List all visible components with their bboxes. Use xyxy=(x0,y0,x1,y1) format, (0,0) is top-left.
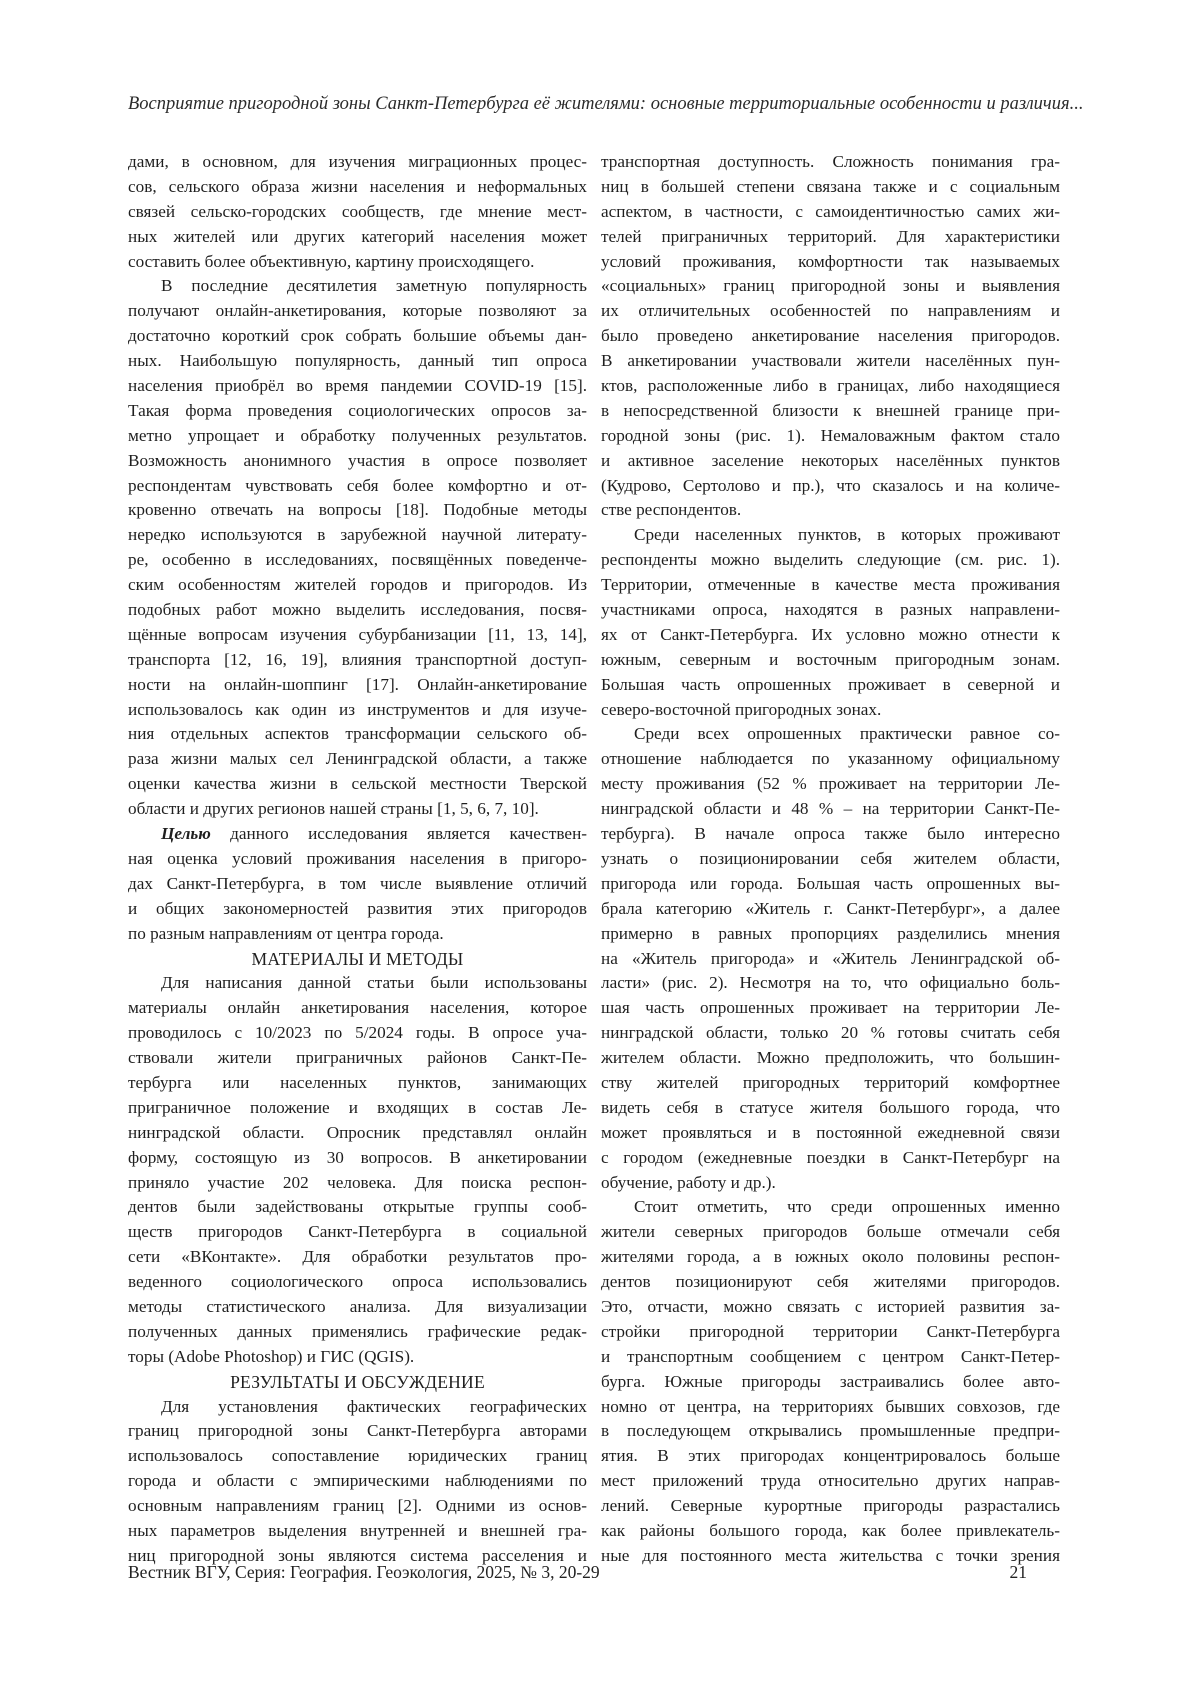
text-line: нинградской области, только 20 % готовы считать себя xyxy=(601,1023,1060,1043)
text-line: примерно в равных пропорциях разделились мнения xyxy=(601,923,1060,943)
text-line: «социальных» границ пригородной зоны и выявления xyxy=(601,276,1060,296)
text-line: методы статистического анализа. Для визуализации xyxy=(128,1296,587,1316)
text-line: пригорода или города. Большая часть опрошенных вы- xyxy=(601,873,1060,893)
text-line: приграничное положение и входящих в состав Ле- xyxy=(128,1097,587,1117)
page-footer xyxy=(128,1562,1060,1583)
text-line: населения приобрёл во время пандемии COVID-19 [15]. xyxy=(128,376,587,396)
text-line: тербурга). В начале опроса также было интересно xyxy=(601,824,1060,844)
text-line: использовалось как один из инструментов и для изуче- xyxy=(128,699,587,719)
paragraph xyxy=(601,1195,1060,1568)
text-line: аспектом, в частности, с самоидентичностью самих жи- xyxy=(601,201,1060,221)
text-line: в последующем открывались промышленные предпри- xyxy=(601,1421,1060,1441)
text-line: сети «ВКонтакте». Для обработки результатов про- xyxy=(128,1247,587,1267)
text-line: подобных работ можно выделить исследования, посвя- xyxy=(128,600,587,620)
text-line: приняло участие 202 человека. Для поиска респон- xyxy=(128,1172,587,1192)
text-line: по разным направлениям от центра города. xyxy=(128,923,444,943)
text-line: месту проживания (52 % проживает на территории Ле- xyxy=(601,774,1060,794)
text-line: проводилось с 10/2023 по 5/2024 годы. В опросе уча- xyxy=(128,1023,587,1043)
text-line: видеть себя в статусе жителя большого города, что xyxy=(601,1097,1060,1117)
text-line: нинградской области. Опросник представлял онлайн xyxy=(128,1122,587,1142)
text-line: шая часть опрошенных проживает на территории Ле- xyxy=(601,998,1060,1018)
text-line: Такая форма проведения социологических опросов за- xyxy=(128,400,587,420)
text-line: Территории, отмеченные в качестве места проживания xyxy=(601,575,1060,595)
text-line: Большая часть опрошенных проживает в северной и xyxy=(601,674,1060,694)
text-line: ре, особенно в исследованиях, посвящённых поведенче- xyxy=(128,550,587,570)
text-line: достаточно короткий срок собрать большие объемы дан- xyxy=(128,326,587,346)
text-line: дентов позиционируют себя жителями пригородов. xyxy=(601,1272,1060,1292)
text-line: было проведено анкетирование населения пригородов. xyxy=(601,326,1060,346)
text-line: ниц в большей степени связана также и с социальным xyxy=(601,176,1060,196)
text-line: метно упрощает и обработку полученных результатов. xyxy=(128,425,587,445)
text-line: условий проживания, комфортности так называемых xyxy=(601,251,1060,271)
text-line: жителем области. Можно предположить, что большин- xyxy=(601,1048,1060,1068)
text-line: тербурга или населенных пунктов, занимающих xyxy=(128,1072,587,1092)
text-line: ласти» (рис. 2). Несмотря на то, что официально боль- xyxy=(601,973,1060,993)
text-line: форму, состоящую из 30 вопросов. В анкетировании xyxy=(128,1147,587,1167)
text-line: Для написания данной статьи были использованы xyxy=(161,973,587,993)
paragraph xyxy=(128,274,587,822)
text-line: южным, северным и восточным пригородным зонам. xyxy=(601,649,1060,669)
text-line: полученных данных применялись графические редак- xyxy=(128,1321,587,1341)
text-line: Среди населенных пунктов, в которых проживают xyxy=(634,525,1060,545)
text-line: ния отдельных аспектов трансформации сельского об- xyxy=(128,724,587,744)
text-line: транспорта [12, 16, 19], влияния транспортной доступ- xyxy=(128,649,587,669)
text-line: Для установления фактических географических xyxy=(161,1396,587,1416)
text-line: ствовали жители приграничных районов Санкт-Пе- xyxy=(128,1048,587,1068)
text-line: жителями города, а в южных около половины респон- xyxy=(601,1247,1060,1267)
text-line: щённые вопросам изучения субурбанизации [11, 13, 14], xyxy=(128,624,587,644)
text-line: лений. Северные курортные пригороды разрастались xyxy=(601,1496,1060,1516)
text-line: как районы большого города, как более привлекатель- xyxy=(601,1520,1060,1540)
text-line: в непосредственной близости к внешней границе при- xyxy=(601,400,1060,420)
text-line: использовалось сопоставление юридических границ xyxy=(128,1446,587,1466)
text-line: стройки пригородной территории Санкт-Петербурга xyxy=(601,1321,1060,1341)
paragraph xyxy=(128,971,587,1369)
text-line: дами, в основном, для изучения миграционных процес- xyxy=(128,152,587,171)
text-line: ности на онлайн-шоппинг [17]. Онлайн-анкетирование xyxy=(128,674,587,694)
text-line: мест приложений труда относительно других направ- xyxy=(601,1471,1060,1491)
text-line: с городом (ежедневные поездки в Санкт-Петербург на xyxy=(601,1147,1060,1167)
running-head: Восприятие пригородной зоны Санкт-Петербурга её жителями: основные территориальные особенности и различия... xyxy=(128,94,1084,114)
journal-citation: Вестник ВГУ, Серия: География. Геоэкология, 2025, № 3, 20-29 xyxy=(128,1562,600,1582)
text-line: раза жизни малых сел Ленинградской области, а также xyxy=(128,749,587,769)
text-line: на «Житель пригорода» и «Житель Ленинградской об- xyxy=(601,948,1060,968)
page-number: 21 xyxy=(1009,1562,1027,1582)
text-line: В анкетировании участвовали жители населённых пун- xyxy=(601,351,1060,371)
text-line: бурга. Южные пригороды застраивались более авто- xyxy=(601,1371,1060,1391)
text-line: ским особенностям жителей городов и пригородов. Из xyxy=(128,575,587,595)
text-line: дентов были задействованы открытые группы сооб- xyxy=(128,1197,587,1217)
text-line: участниками опроса, находятся в разных направлени- xyxy=(601,600,1060,620)
text-line: и транспортным сообщением с центром Санкт-Петер- xyxy=(601,1346,1060,1366)
text-line: жители северных пригородов больше отмечали себя xyxy=(601,1222,1060,1242)
text-line: границ пригородной зоны Санкт-Петербурга авторами xyxy=(128,1421,587,1441)
text-line: города и области с эмпирическими наблюдениями по xyxy=(128,1471,587,1491)
text-line: ству жителей пригородных территорий комфортнее xyxy=(601,1072,1060,1092)
text-line: респондентам чувствовать себя более комфортно и от- xyxy=(128,475,587,495)
text-line: отношение наблюдается по указанному официальному xyxy=(601,749,1060,769)
text-line: (Кудрово, Сертолово и пр.), что сказалось и на количе- xyxy=(601,475,1060,495)
paragraph xyxy=(128,822,587,946)
text-line: Среди всех опрошенных практически равное со- xyxy=(634,724,1060,744)
text-line: составить более объективную, картину происходящего. xyxy=(128,251,535,271)
text-line: веденного социологического опроса использовались xyxy=(128,1272,587,1292)
text-line: ные для постоянного места жительства с точки зрения xyxy=(601,1545,1060,1565)
text-line: Возможность анонимного участия в опросе позволяет xyxy=(128,450,587,470)
section-heading: МАТЕРИАЛЫ И МЕТОДЫ xyxy=(251,948,464,969)
text-line: дах Санкт-Петербурга, в том числе выявление отличий xyxy=(128,873,587,893)
column-right xyxy=(601,150,1060,1569)
paragraph xyxy=(601,523,1060,722)
text-line: транспортная доступность. Сложность понимания гра- xyxy=(601,152,1060,171)
text-line: номно от центра, на территориях бывших совхозов, где xyxy=(601,1396,1060,1416)
text-line: ятия. В этих пригородах концентрировалось больше xyxy=(601,1446,1060,1466)
text-line: связей сельско-городских сообществ, где мнение мест- xyxy=(128,201,587,221)
text-line: стве респондентов. xyxy=(601,500,742,520)
text-line: торы (Adobe Photoshop) и ГИС (QGIS). xyxy=(128,1346,415,1366)
text-line: Стоит отметить, что среди опрошенных именно xyxy=(634,1197,1060,1217)
text-line: ктов, расположенные либо в границах, либо находящиеся xyxy=(601,376,1060,396)
text-line: оценки качества жизни в сельской местности Тверской xyxy=(128,774,587,794)
text-line: респонденты можно выделить следующие (см. рис. 1). xyxy=(601,550,1060,570)
text-line: ществ пригородов Санкт-Петербурга в социальной xyxy=(128,1222,587,1242)
text-line: ниц пригородной зоны являются система расселения и xyxy=(128,1545,587,1565)
text-line: ных. Наибольшую популярность, данный тип опроса xyxy=(128,351,587,371)
emphasized-word: Целью xyxy=(161,824,211,844)
paragraph xyxy=(601,150,1060,523)
text-line: области и других регионов нашей страны [1, 5, 6, 7, 10]. xyxy=(128,799,539,819)
paragraph xyxy=(601,722,1060,1195)
text-line: обучение, работу и др.). xyxy=(601,1172,776,1192)
text-line: сов, сельского образа жизни населения и неформальных xyxy=(128,176,587,196)
article-body xyxy=(128,150,1060,1569)
text-line: нинградской области и 48 % – на территории Санкт-Пе- xyxy=(601,799,1060,819)
text-line: и активное заселение некоторых населённых пунктов xyxy=(601,450,1060,470)
text-line: ная оценка условий проживания населения в пригоро- xyxy=(128,848,587,868)
text-line: телей приграничных территорий. Для характеристики xyxy=(601,226,1060,246)
text-line: материалы онлайн анкетирования населения, которое xyxy=(128,998,587,1018)
text-line: Это, отчасти, можно связать с историей развития за- xyxy=(601,1296,1060,1316)
text-line: основным направлениям границ [2]. Одними из основ- xyxy=(128,1496,587,1516)
text-line: нередко используются в зарубежной научной литерату- xyxy=(128,525,587,545)
text-line: ных параметров выделения внутренней и внешней гра- xyxy=(128,1520,587,1540)
text-line: и общих закономерностей развития этих пригородов xyxy=(128,898,587,918)
text-line: В последние десятилетия заметную популярность xyxy=(161,276,587,296)
paragraph xyxy=(128,150,587,274)
text-line: городной зоны (рис. 1). Немаловажным фактом стало xyxy=(601,425,1060,445)
text-line: узнать о позиционировании себя жителем области, xyxy=(601,848,1060,868)
text-line: северо-восточной пригородных зонах. xyxy=(601,699,882,719)
section-heading: РЕЗУЛЬТАТЫ И ОБСУЖДЕНИЕ xyxy=(230,1371,485,1392)
text-line: ных жителей или других категорий населения может xyxy=(128,226,587,246)
text-line: брала категорию «Житель г. Санкт-Петербург», а далее xyxy=(601,898,1060,918)
text-line: получают онлайн-анкетирования, которые позволяют за xyxy=(128,301,587,321)
text-line: может проявляться и в постоянной ежедневной связи xyxy=(601,1122,1060,1142)
column-left xyxy=(128,150,587,1569)
text-line: кровенно отвечать на вопросы [18]. Подобные методы xyxy=(128,500,587,520)
text-line: их отличительных особенностей по направлениям и xyxy=(601,301,1060,321)
paragraph xyxy=(128,1395,587,1569)
text-line: ях от Санкт-Петербурга. Их условно можно отнести к xyxy=(601,624,1060,644)
text-line: Целью данного исследования является качествен- xyxy=(161,824,587,844)
